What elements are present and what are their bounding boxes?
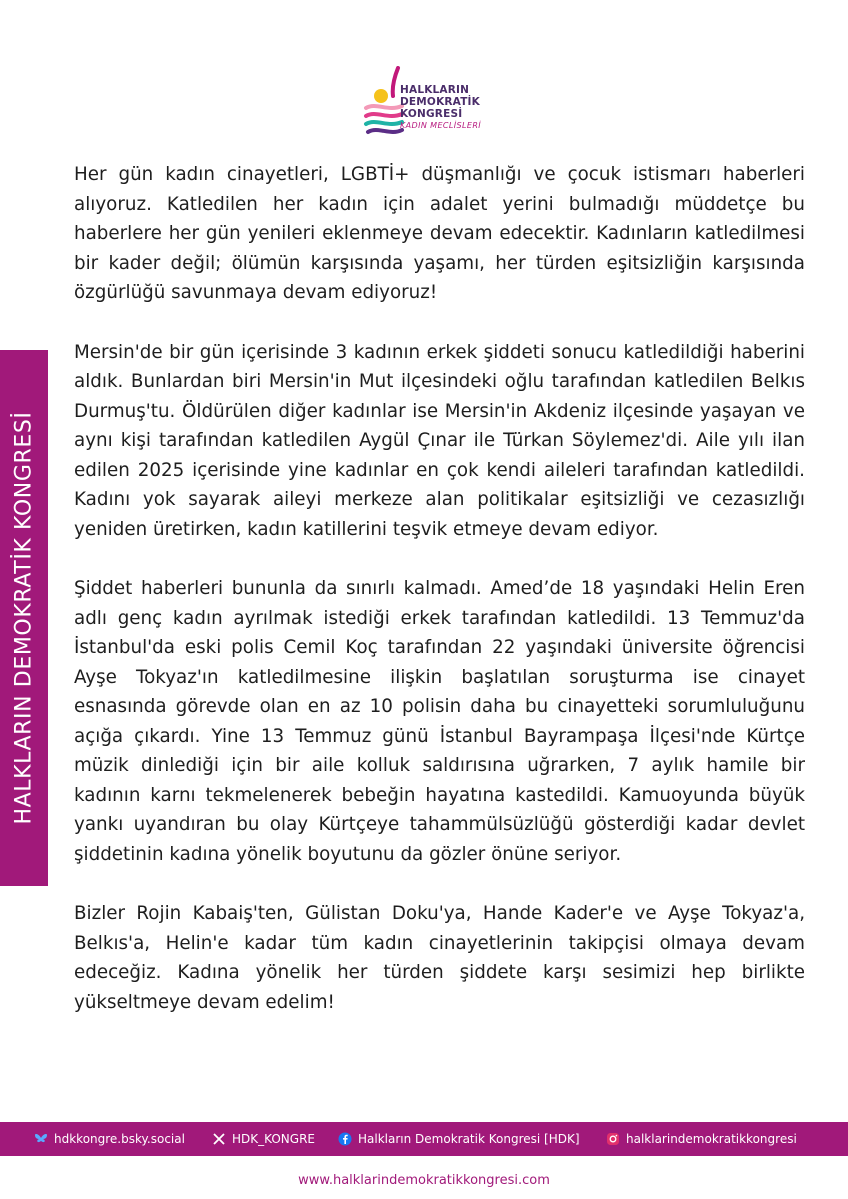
sidebar-banner	[0, 350, 48, 886]
paragraph-1: Her gün kadın cinayetleri, LGBTİ+ düşmanlığı ve çocuk istismarı haberleri alıyoruz. Katledilen her kadın için adalet yerini bulmadığı müddetçe bu haberlere her gün yenileri eklenmeye devam edecektir. Kadınların katledilmesi bir kader değil; ölümün karşısında yaşamı, her türden eşitsizliğin karşısında özgürlüğü savunmaya devam ediyoruz!	[74, 164, 805, 303]
x-icon	[212, 1132, 226, 1146]
social-facebook[interactable]	[338, 1122, 580, 1156]
facebook-name: Halkların Demokratik Kongresi [HDK]	[358, 1132, 580, 1146]
paragraph-4: Bizler Rojin Kabaiş'ten, Gülistan Doku'ya, Hande Kader'e ve Ayşe Tokyaz'a, Belkıs'a, Helin'e kadar tüm kadın cinayetlerinin takipçisi olmaya devam edeceğiz. Kadına yönelik her türden şiddete karşı sesimizi hep birlikte yükseltmeye devam edelim!	[74, 903, 805, 1013]
logo-line-3: KONGRESİ	[400, 108, 463, 120]
social-bluesky[interactable]	[34, 1122, 185, 1156]
bluesky-handle: hdkkongre.bsky.social	[54, 1132, 185, 1146]
footer-social-bar	[0, 1122, 848, 1156]
paragraph-3: Şiddet haberleri bununla da sınırlı kalmadı. Amed’de 18 yaşındaki Helin Eren adlı genç kadın ayrılmak istediği erkek tarafından katledildi. 13 Temmuz'da İstanbul'da eski polis Cemil Koç tarafından 22 yaşındaki üniversite öğrencisi Ayşe Tokyaz'ın katledilmesine ilişkin başlatılan soruşturma ise cinayet esnasında görevde olan en az 10 polisin daha bu cinayetteki sorumluluğunu açığa çıkardı. Yine 13 Temmuz günü İstanbul Bayrampaşa İlçesi'nde Kürtçe müzik dinlediği için bir aile kolluk saldırısına uğrarken, 7 aylık hamile bir kadının karnı tekmelenerek bebeğin hayatına kastedildi. Kamuoyunda büyük yankı uyandıran bu olay Kürtçeye tahammülsüzlüğü gösterdiği kadar devlet şiddetinin kadına yönelik boyutunu da gözler önüne seriyor.	[74, 578, 805, 865]
social-x[interactable]	[212, 1122, 315, 1156]
instagram-handle: halklarindemokratikkongresi	[626, 1132, 797, 1146]
logo-line-1: HALKLARIN	[400, 84, 470, 96]
logo-line-4: KADIN MECLİSLERİ	[400, 121, 482, 130]
website-link[interactable]: www.halklarindemokratikkongresi.com	[298, 1173, 550, 1188]
facebook-icon	[338, 1132, 352, 1146]
x-handle: HDK_KONGRE	[232, 1132, 315, 1146]
main-content	[74, 160, 805, 1047]
logo	[362, 66, 492, 146]
paragraph-2: Mersin'de bir gün içerisinde 3 kadının erkek şiddeti sonucu katledildiği haberini aldık. Bunlardan biri Mersin'in Mut ilçesindeki oğlu tarafından katledilen Belkıs Durmuş'tu. Öldürülen diğer kadınlar ise Mersin'in Akdeniz ilçesinde yaşayan ve aynı kişi tarafından katledilen Aygül Çınar ile Türkan Söylemez'di. Aile yılı ilan edilen 2025 içerisinde yine kadınlar en çok kendi aileleri tarafından katledildi. Kadını yok sayarak aileyi merkeze alan politikalar eşitsizliği ve cezasızlığı yeniden üretirken, kadın katillerini teşvik etmeye devam ediyor.	[74, 341, 805, 540]
butterfly-icon	[34, 1132, 48, 1146]
sidebar-text: HALKLARIN DEMOKRATİK KONGRESİ	[11, 411, 37, 825]
logo-line-2: DEMOKRATİK	[400, 96, 481, 108]
social-instagram[interactable]	[606, 1122, 797, 1156]
instagram-icon	[606, 1132, 620, 1146]
